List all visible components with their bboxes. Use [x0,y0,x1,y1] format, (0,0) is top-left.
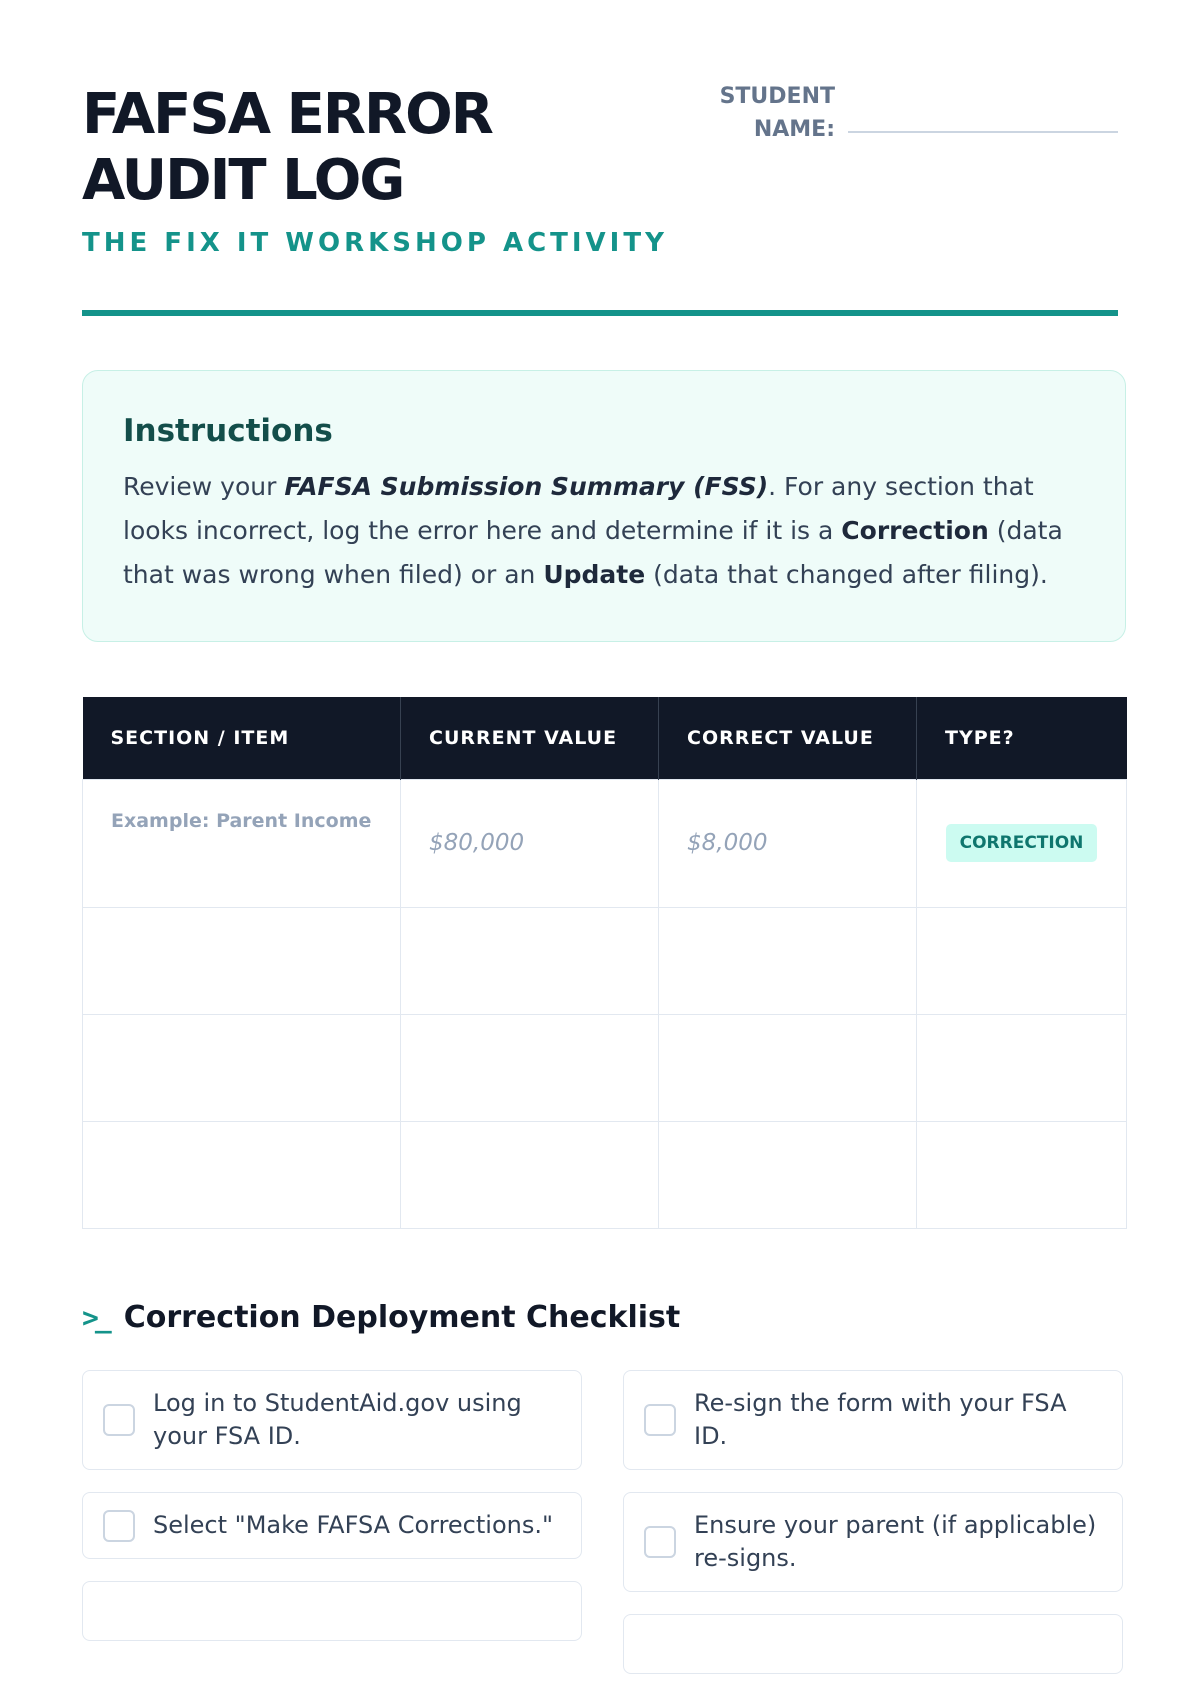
student-name-label: STUDENT NAME: [719,84,835,142]
checklist-item-make-corrections[interactable] [82,1492,582,1559]
header-type: TYPE? [917,697,1127,779]
table-row [83,1014,1127,1121]
instructions-text-part: Review your [123,472,285,501]
header [82,0,1118,316]
instructions-text-part: (data that changed after filing). [645,560,1048,589]
checklist-item-label: Ensure your parent (if applicable) re-signs. [694,1511,1097,1572]
checklist-item-partial[interactable] [82,1581,582,1641]
example-section-cell: Example: Parent Income [83,779,401,907]
checklist-item-partial[interactable] [623,1614,1123,1674]
current-value-cell[interactable] [401,1121,659,1228]
header-current-value: CURRENT VALUE [401,697,659,779]
table-row [83,907,1127,1014]
instructions-correction-term: Correction [841,516,989,545]
type-cell[interactable] [917,907,1127,1014]
checklist-item-parent-resign[interactable] [623,1492,1123,1592]
checklist-item-label: Log in to StudentAid.gov using your FSA ID. [153,1389,522,1450]
table-row [83,1121,1127,1228]
checkbox[interactable] [103,1510,135,1542]
checkbox[interactable] [644,1526,676,1558]
checkbox[interactable] [103,1404,135,1436]
example-correct-cell: $8,000 [659,779,917,907]
type-cell[interactable] [917,1014,1127,1121]
audit-log-table [82,697,1127,1229]
section-cell[interactable] [83,1014,401,1121]
instructions-text-part: (data that was wrong when filed) or an [123,516,1063,589]
current-value-cell[interactable] [401,1014,659,1121]
correction-badge: CORRECTION [946,824,1098,862]
example-type-cell [917,779,1127,907]
section-cell[interactable] [83,907,401,1014]
checkbox[interactable] [644,1404,676,1436]
section-cell[interactable] [83,1121,401,1228]
correct-value-cell[interactable] [659,1121,917,1228]
page-title: FAFSA ERROR AUDIT LOG [82,82,492,213]
page-subtitle: THE FIX IT WORKSHOP ACTIVITY [82,228,668,258]
instructions-text [123,465,1085,597]
table-row-example [83,779,1127,907]
instructions-box [82,370,1126,642]
instructions-text-part: . For any section that looks incorrect, log the error here and determine if it is a [123,472,1034,545]
header-correct-value: CORRECT VALUE [659,697,917,779]
type-cell[interactable] [917,1121,1127,1228]
student-name-field[interactable] [848,131,1118,133]
checklist-title: Correction Deployment Checklist [123,1300,681,1335]
table-header-row [83,697,1127,779]
instructions-title: Instructions [123,413,333,449]
checklist-header [82,1300,680,1335]
checklist-column-left [82,1370,582,1663]
instructions-fss-term: FAFSA Submission Summary (FSS) [284,472,769,501]
example-current-cell: $80,000 [401,779,659,907]
checklist-item-label: Re-sign the form with your FSA ID. [694,1389,1067,1450]
instructions-update-term: Update [543,560,646,589]
checklist-item-label: Select "Make FAFSA Corrections." [153,1511,554,1539]
correct-value-cell[interactable] [659,1014,917,1121]
checklist-column-right [623,1370,1123,1696]
terminal-prompt-icon: >_ [82,1301,108,1334]
checklist-item-login[interactable] [82,1370,582,1470]
current-value-cell[interactable] [401,907,659,1014]
header-section-item: SECTION / ITEM [83,697,401,779]
checklist-item-resign[interactable] [623,1370,1123,1470]
correct-value-cell[interactable] [659,907,917,1014]
